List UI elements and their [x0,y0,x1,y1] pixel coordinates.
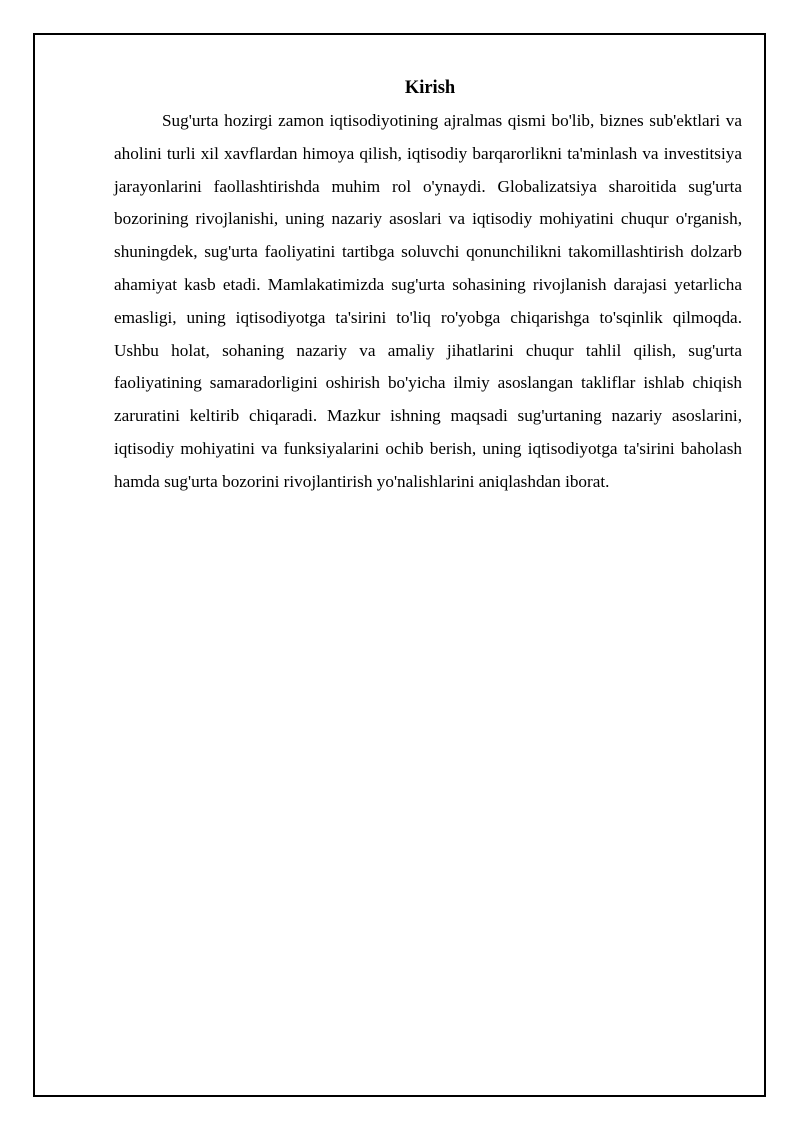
intro-paragraph: Sug'urta hozirgi zamon iqtisodiyotining ajralmas qismi bo'lib, biznes sub'ektlari va aholini turli xil xavflardan himoya qilish, iqtisodiy barqarorlikni ta'minlash va investitsiya jarayonlarini faollashtirishda muhim rol o'ynaydi. Globalizatsiya sharoitida sug'urta bozorining rivojlanishi, uning nazariy asoslari va iqtisodiy mohiyatini chuqur o'rganish, shuningdek, sug'urta faoliyatini tartibga soluvchi qonunchilikni takomillashtirish dolzarb ahamiyat kasb etadi. Mamlakatimizda sug'urta sohasining rivojlanish darajasi yetarlicha emasligi, uning iqtisodiyotga ta'sirini to'liq ro'yobga chiqarishga to'sqinlik qilmoqda. Ushbu holat, sohaning nazariy va amaliy jihatlarini chuqur tahlil qilish, sug'urta faoliyatining samaradorligini oshirish bo'yicha ilmiy asoslangan takliflar ishlab chiqish zaruratini keltirib chiqaradi. Mazkur ishning maqsadi sug'urtaning nazariy asoslarini, iqtisodiy mohiyatini va funksiyalarini ochib berish, uning iqtisodiyotga ta'sirini baholash hamda sug'urta bozorini rivojlantirish yo'nalishlarini aniqlashdan iborat. [114,111,742,491]
document-content [114,75,742,499]
section-title: Kirish [404,78,456,98]
